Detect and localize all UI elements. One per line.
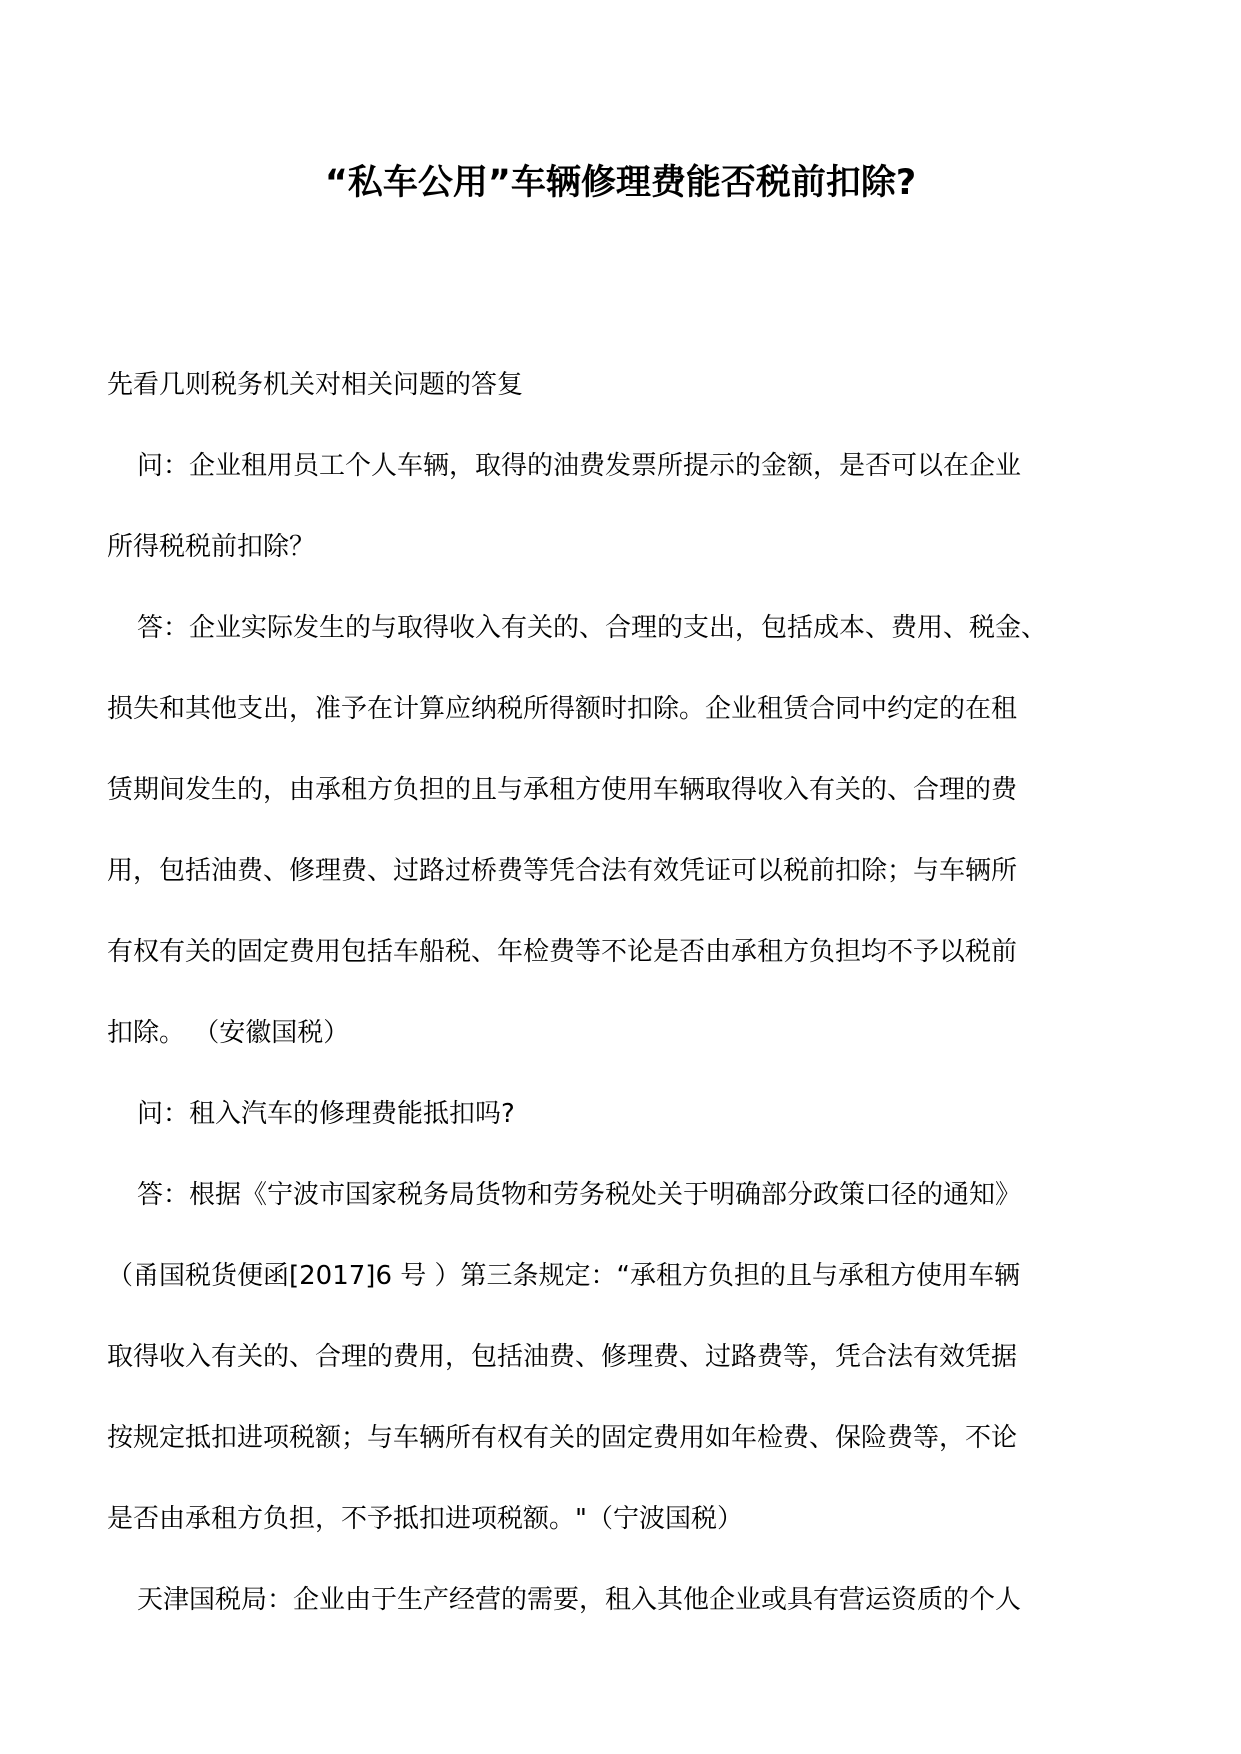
paragraph-answer-1 — [107, 588, 1147, 1074]
paragraph-question-1 — [107, 426, 1147, 588]
paragraph-line: 答：根据《宁波市国家税务局货物和劳务税处关于明确部分政策口径的通知》 — [137, 1180, 1022, 1210]
paragraph-line: 问：企业租用员工个人车辆，取得的油费发票所提示的金额，是否可以在企业 — [137, 451, 1022, 481]
paragraph-line: 有权有关的固定费用包括车船税、年检费等不论是否由承租方负担均不予以税前 — [107, 937, 1018, 967]
paragraph-line: 用，包括油费、修理费、过路过桥费等凭合法有效凭证可以税前扣除；与车辆所 — [107, 856, 1018, 886]
paragraph-line: 扣除。 （安徽国税） — [107, 1018, 350, 1048]
paragraph-line: 赁期间发生的，由承租方负担的且与承租方使用车辆取得收入有关的、合理的费 — [107, 775, 1018, 805]
paragraph-answer-2 — [107, 1155, 1147, 1560]
paragraph-line: （甬国税货便函[2017]6 号 ）第三条规定：“承租方负担的且与承租方使用车辆 — [107, 1261, 1020, 1291]
paragraph-line: 天津国税局：企业由于生产经营的需要，租入其他企业或具有营运资质的个人 — [137, 1585, 1022, 1615]
paragraph-question-2 — [107, 1074, 1147, 1155]
paragraph-line: 所得税税前扣除？ — [107, 532, 316, 562]
paragraph-line: 是否由承租方负担，不予抵扣进项税额。"（宁波国税） — [107, 1504, 743, 1534]
document-body — [107, 345, 1147, 1641]
paragraph-line: 答：企业实际发生的与取得收入有关的、合理的支出，包括成本、费用、税金、 — [137, 613, 1048, 643]
paragraph-line: 问：租入汽车的修理费能抵扣吗? — [137, 1099, 515, 1129]
paragraph-intro — [107, 345, 1147, 426]
paragraph-line: 取得收入有关的、合理的费用，包括油费、修理费、过路费等，凭合法有效凭据 — [107, 1342, 1018, 1372]
paragraph-line: 损失和其他支出，准予在计算应纳税所得额时扣除。企业租赁合同中约定的在租 — [107, 694, 1018, 724]
paragraph-tianjin — [107, 1560, 1147, 1641]
document-title: “私车公用”车辆修理费能否税前扣除? — [324, 163, 917, 203]
paragraph-line: 先看几则税务机关对相关问题的答复 — [107, 370, 524, 400]
paragraph-line: 按规定抵扣进项税额；与车辆所有权有关的固定费用如年检费、保险费等，不论 — [107, 1423, 1018, 1453]
